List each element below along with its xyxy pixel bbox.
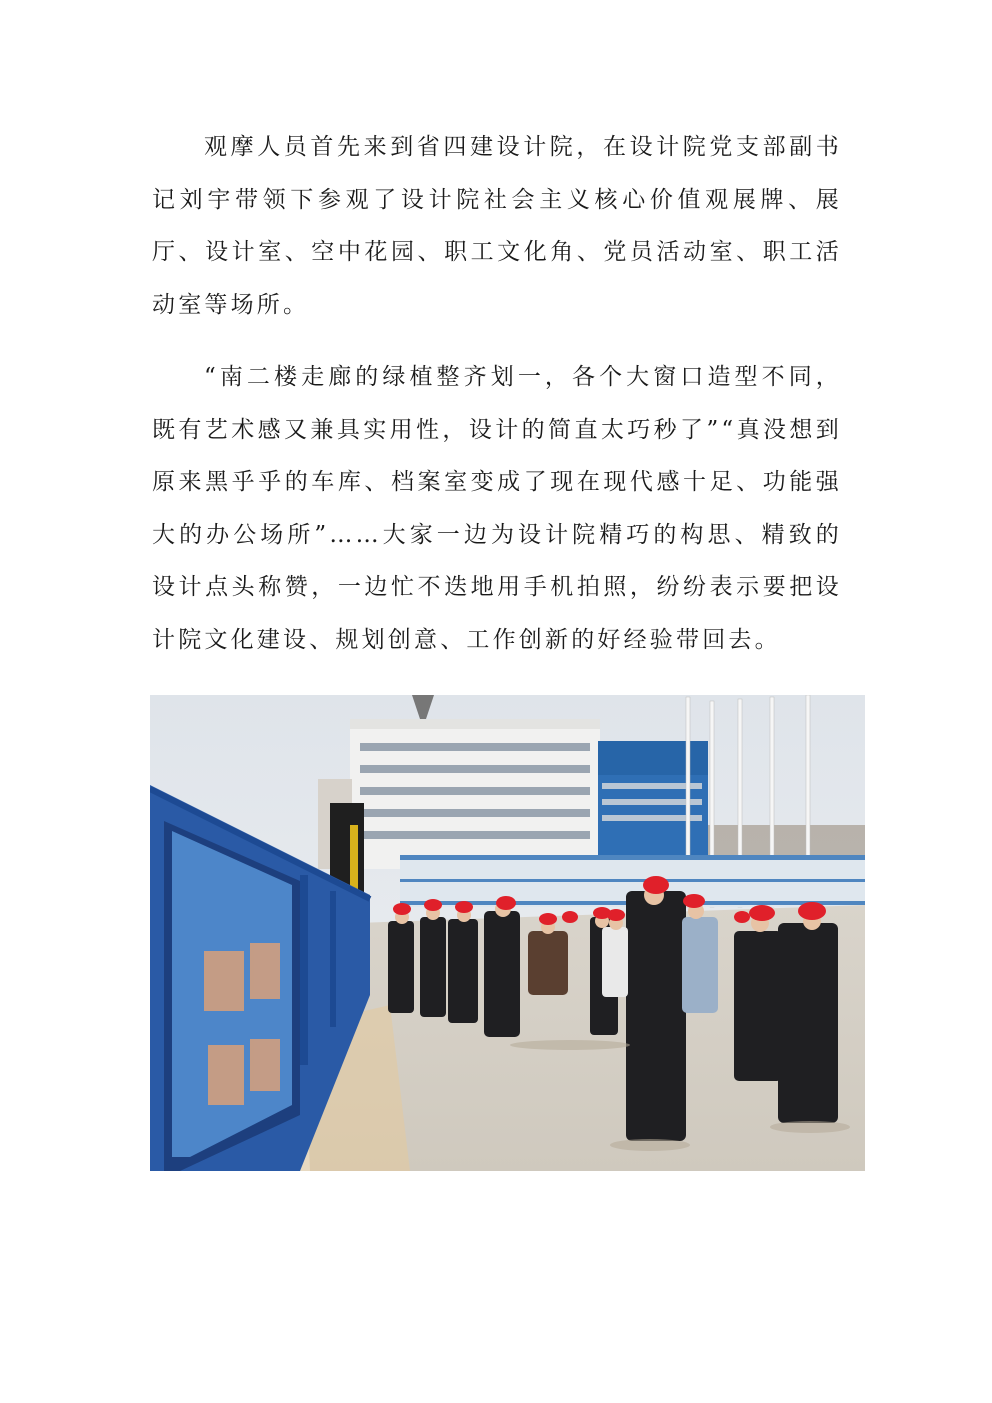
visit-photo [150,695,865,1171]
paragraph-quotes: “南二楼走廊的绿植整齐划一，各个大窗口造型不同，既有艺术感又兼具实用性，设计的简直太巧秒了”“真没想到原来黑乎乎的车库、档案室变成了现在现代感十足、功能强大的办公场所”……大家一边为设计院精巧的构思、精致的设计点头称赞，一边忙不迭地用手机拍照，纷纷表示要把设计院文化建设、规划创意、工作创新的好经验带回去。 [152,364,842,653]
paragraph-intro: 观摩人员首先来到省四建设计院，在设计院党支部副书记刘宇带领下参观了设计院社会主义核心价值观展牌、展厅、设计室、空中花园、职工文化角、党员活动室、职工活动室等场所。 [152,134,842,318]
